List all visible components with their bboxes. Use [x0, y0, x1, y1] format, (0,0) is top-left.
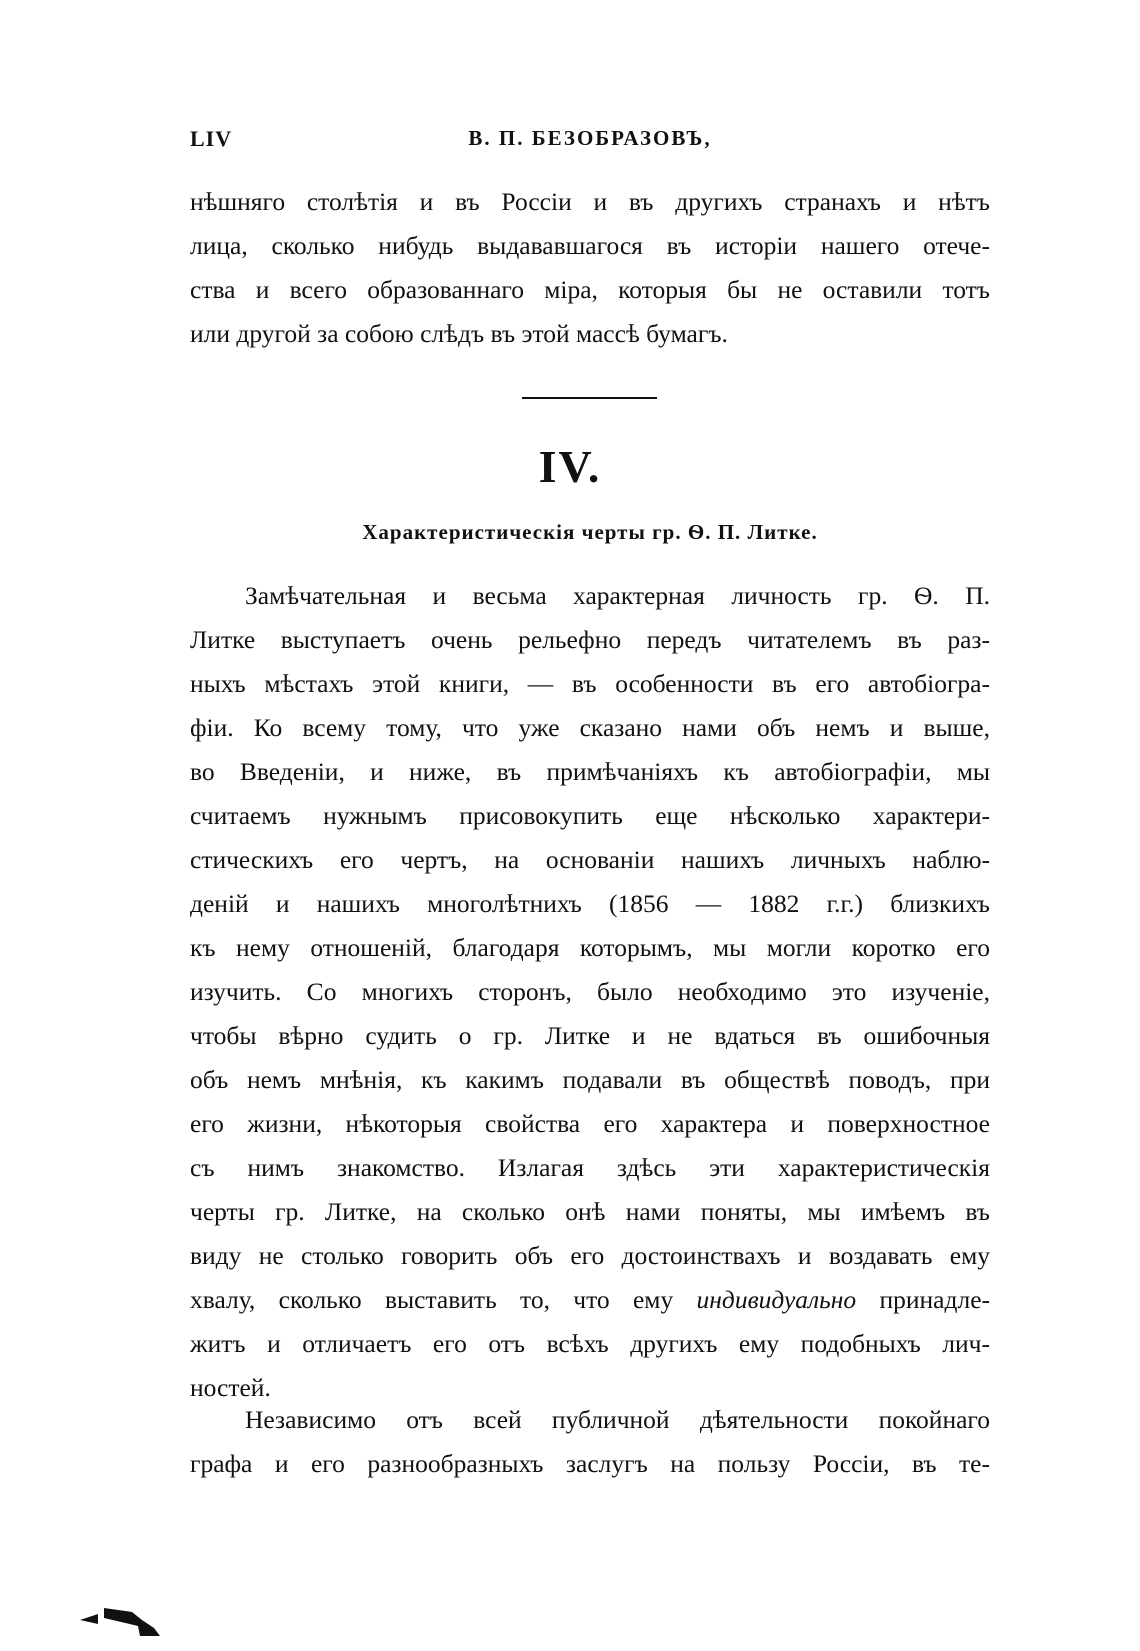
page-header — [190, 122, 990, 158]
text-line: или другой за собою слѣдъ въ этой массѣ бумагъ. — [190, 319, 728, 348]
top-text-block — [190, 180, 990, 356]
text-segment: принадле- — [856, 1285, 990, 1314]
text-line: ства и всего образованнаго міра, которыя бы не оставили тотъ — [190, 275, 990, 304]
text-line: виду не столько говорить объ его достоинствахъ и воздавать ему — [190, 1241, 990, 1270]
italic-word: индивидуально — [696, 1285, 857, 1314]
text-line: деній и нашихъ многолѣтнихъ (1856 — 1882 г.г.) близкихъ — [190, 889, 990, 918]
text-line-with-italic — [190, 1278, 990, 1322]
text-line: стическихъ его чертъ, на основаніи нашихъ личныхъ наблю- — [190, 845, 990, 874]
page-number: LIV — [190, 126, 233, 151]
section-number: IV. — [538, 441, 602, 492]
scan-mark-icon — [80, 1598, 170, 1638]
text-line: считаемъ нужнымъ присовокупить еще нѣсколько характери- — [190, 801, 990, 830]
text-line: графа и его разнообразныхъ заслугъ на пользу Россіи, въ те- — [190, 1449, 990, 1478]
text-line: изучить. Со многихъ сторонъ, было необходимо это изученіе, — [190, 977, 990, 1006]
running-head: В. П. БЕЗОБРАЗОВЪ, — [468, 126, 712, 150]
text-line: фіи. Ко всему тому, что уже сказано нами объ немъ и выше, — [190, 713, 990, 742]
text-line: во Введеніи, и ниже, въ примѣчаніяхъ къ автобіографіи, мы — [190, 757, 990, 786]
text-line: его жизни, нѣкоторыя свойства его характера и поверхностное — [190, 1109, 990, 1138]
paragraph-2 — [190, 1398, 990, 1486]
text-line: объ немъ мнѣнія, къ какимъ подавали въ обществѣ поводъ, при — [190, 1065, 990, 1094]
text-line: Литке выступаетъ очень рельефно передъ читателемъ въ раз- — [190, 625, 990, 654]
text-line: лица, сколько нибудь выдававшагося въ исторіи нашего отече- — [190, 231, 990, 260]
text-line: ностей. — [190, 1373, 271, 1402]
section-divider — [522, 397, 657, 399]
text-line: ныхъ мѣстахъ этой книги, — въ особенности въ его автобіогра- — [190, 669, 990, 698]
section-title: Характеристическія черты гр. Ѳ. П. Литке. — [362, 520, 818, 544]
text-line: съ нимъ знакомство. Излагая здѣсь эти характеристическія — [190, 1153, 990, 1182]
text-line: нѣшняго столѣтія и въ Россіи и въ другихъ странахъ и нѣтъ — [190, 187, 990, 216]
text-line: черты гр. Литке, на сколько онѣ нами поняты, мы имѣемъ въ — [190, 1197, 990, 1226]
text-segment: хвалу, сколько выставить то, что ему — [190, 1285, 697, 1314]
text-line: Замѣчательная и весьма характерная личность гр. Ѳ. П. — [245, 581, 990, 610]
text-line: чтобы вѣрно судить о гр. Литке и не вдаться въ ошибочныя — [190, 1021, 990, 1050]
text-line: къ нему отношеній, благодаря которымъ, мы могли коротко его — [190, 933, 990, 962]
paragraph-1 — [190, 574, 990, 1410]
text-line: житъ и отличаетъ его отъ всѣхъ другихъ ему подобныхъ лич- — [190, 1329, 990, 1358]
text-line: Независимо отъ всей публичной дѣятельности покойнаго — [245, 1405, 990, 1434]
